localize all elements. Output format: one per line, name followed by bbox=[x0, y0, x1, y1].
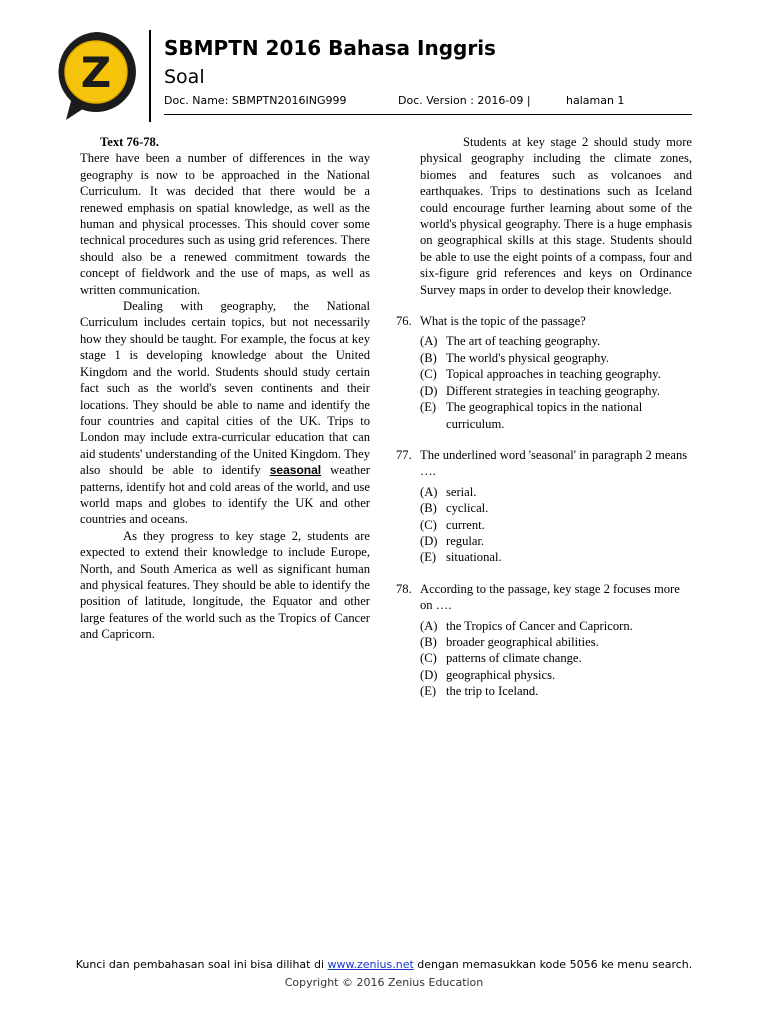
answer-option[interactable] bbox=[420, 634, 692, 650]
answer-option[interactable] bbox=[420, 399, 692, 432]
answer-option[interactable] bbox=[420, 549, 692, 565]
footer-prefix: Kunci dan pembahasan soal ini bisa dilihat di bbox=[75, 958, 328, 971]
zenius-link[interactable]: www.zenius.net bbox=[327, 958, 414, 971]
question-number: 76. bbox=[396, 314, 412, 329]
answer-option[interactable] bbox=[420, 484, 692, 500]
option-text: Different strategies in teaching geography. bbox=[446, 383, 661, 398]
answer-option[interactable] bbox=[420, 517, 692, 533]
option-text: The world's physical geography. bbox=[446, 350, 610, 365]
option-letter: (D) bbox=[420, 667, 438, 682]
option-letter: (B) bbox=[420, 501, 437, 516]
logo-letter: Z bbox=[80, 48, 112, 97]
answer-option[interactable] bbox=[420, 383, 692, 399]
answer-option[interactable] bbox=[420, 667, 692, 683]
page-title: SBMPTN 2016 Bahasa Inggris bbox=[164, 36, 496, 60]
option-letter: (C) bbox=[420, 517, 437, 532]
passage-left-column bbox=[80, 134, 370, 643]
paragraph-2-text-a: Dealing with geography, the National Curriculum includes certain topics, but not necessarily how they should be taught. For example, the focus at key stage 1 is developing knowledge about the United Kingdom and the world. Students should study certain fact such as the world's seven continents and their locations. They should be able to name and identify the four countries and capital cities of the UK. Trips to London may include extra-curricular education that can aid students' understanding of the United Kingdom. They also should be able to identify bbox=[80, 299, 370, 478]
option-letter: (C) bbox=[420, 367, 437, 382]
option-letter: (D) bbox=[420, 383, 438, 398]
option-letter: (B) bbox=[420, 350, 437, 365]
option-text: regular. bbox=[446, 533, 485, 548]
footer-suffix: dengan memasukkan kode 5056 ke menu search. bbox=[413, 958, 693, 971]
question-number: 78. bbox=[396, 581, 412, 596]
answer-option[interactable] bbox=[420, 683, 692, 699]
answer-option[interactable] bbox=[420, 500, 692, 516]
option-text: the Tropics of Cancer and Capricorn. bbox=[446, 618, 633, 633]
option-letter: (D) bbox=[420, 533, 438, 548]
footer-note bbox=[0, 958, 768, 971]
option-letter: (A) bbox=[420, 334, 438, 349]
option-letter: (E) bbox=[420, 400, 437, 415]
option-text: the trip to Iceland. bbox=[446, 684, 539, 699]
option-text: current. bbox=[446, 517, 485, 532]
header-divider-vertical bbox=[149, 30, 151, 122]
passage-right-column bbox=[396, 134, 692, 700]
option-text: geographical physics. bbox=[446, 667, 556, 682]
passage-paragraph-4: Students at key stage 2 should study more physical geography including the climate zones, biomes and features such as volcanoes and earthquakes. Trips to destinations such as Iceland could encourage further learning about some of the world's physical geography. There is a huge emphasis on geographical skills at this stage. Students should be able to use the eight points of a compass, four and six-figure grid references and keys on Ordinance Survey maps in order to develop their knowledge. bbox=[420, 135, 692, 297]
option-text: situational. bbox=[446, 550, 502, 565]
question-76 bbox=[396, 313, 692, 432]
option-letter: (E) bbox=[420, 684, 437, 699]
option-letter: (E) bbox=[420, 550, 437, 565]
option-text: The geographical topics in the national curriculum. bbox=[446, 400, 643, 431]
answer-option[interactable] bbox=[420, 333, 692, 349]
header-divider bbox=[164, 114, 692, 115]
question-78 bbox=[396, 581, 692, 700]
question-text: What is the topic of the passage? bbox=[420, 314, 586, 329]
answer-option[interactable] bbox=[420, 650, 692, 666]
option-letter: (C) bbox=[420, 651, 437, 666]
paragraph-2-text-b: weather patterns, identify hot and cold areas of the world, and use world maps and globes to identify the UK and other countries and oceans. bbox=[80, 463, 370, 527]
passage-title: Text 76-78. bbox=[100, 135, 160, 149]
option-letter: (B) bbox=[420, 634, 437, 649]
option-text: patterns of climate change. bbox=[446, 651, 582, 666]
page-subtitle: Soal bbox=[164, 66, 205, 88]
copyright: Copyright © 2016 Zenius Education bbox=[284, 976, 484, 989]
option-text: cyclical. bbox=[446, 501, 489, 516]
answer-option[interactable] bbox=[420, 350, 692, 366]
passage-paragraph-3: As they progress to key stage 2, students are expected to extend their knowledge to include Europe, North, and South America as well as significant human and physical features. They should be able to identify the position of latitude, longitude, the Equator and other large features of the world such as the Tropics of Cancer and Capricorn. bbox=[80, 528, 370, 642]
zenius-logo bbox=[52, 30, 140, 122]
option-letter: (A) bbox=[420, 484, 438, 499]
doc-version: Doc. Version : 2016-09 | bbox=[398, 94, 531, 107]
answer-option[interactable] bbox=[420, 618, 692, 634]
answer-option[interactable] bbox=[420, 366, 692, 382]
page-number: halaman 1 bbox=[566, 94, 625, 107]
option-text: broader geographical abilities. bbox=[446, 634, 599, 649]
option-text: serial. bbox=[446, 484, 477, 499]
doc-name: Doc. Name: SBMPTN2016ING999 bbox=[164, 94, 347, 107]
option-text: Topical approaches in teaching geography. bbox=[446, 367, 661, 382]
question-number: 77. bbox=[396, 447, 412, 462]
option-letter: (A) bbox=[420, 618, 438, 633]
question-text: The underlined word 'seasonal' in paragraph 2 means …. bbox=[420, 447, 688, 479]
option-text: The art of teaching geography. bbox=[446, 334, 601, 349]
keyword-seasonal: seasonal bbox=[269, 463, 322, 478]
question-text: According to the passage, key stage 2 focuses more on …. bbox=[420, 581, 680, 613]
answer-option[interactable] bbox=[420, 533, 692, 549]
passage-paragraph-2 bbox=[80, 298, 370, 528]
passage-paragraph-1: There have been a number of differences in the way geography is now to be approached in the National Curriculum. It was decided that there would be a renewed emphasis on spatial knowledge, as well as the human and physical processes. This should cover some technical procedures such as using grid references. There should also be a renewed commitment towards the concept of fieldwork and the use of maps, as well as written communication. bbox=[80, 151, 370, 297]
question-77 bbox=[396, 447, 692, 566]
